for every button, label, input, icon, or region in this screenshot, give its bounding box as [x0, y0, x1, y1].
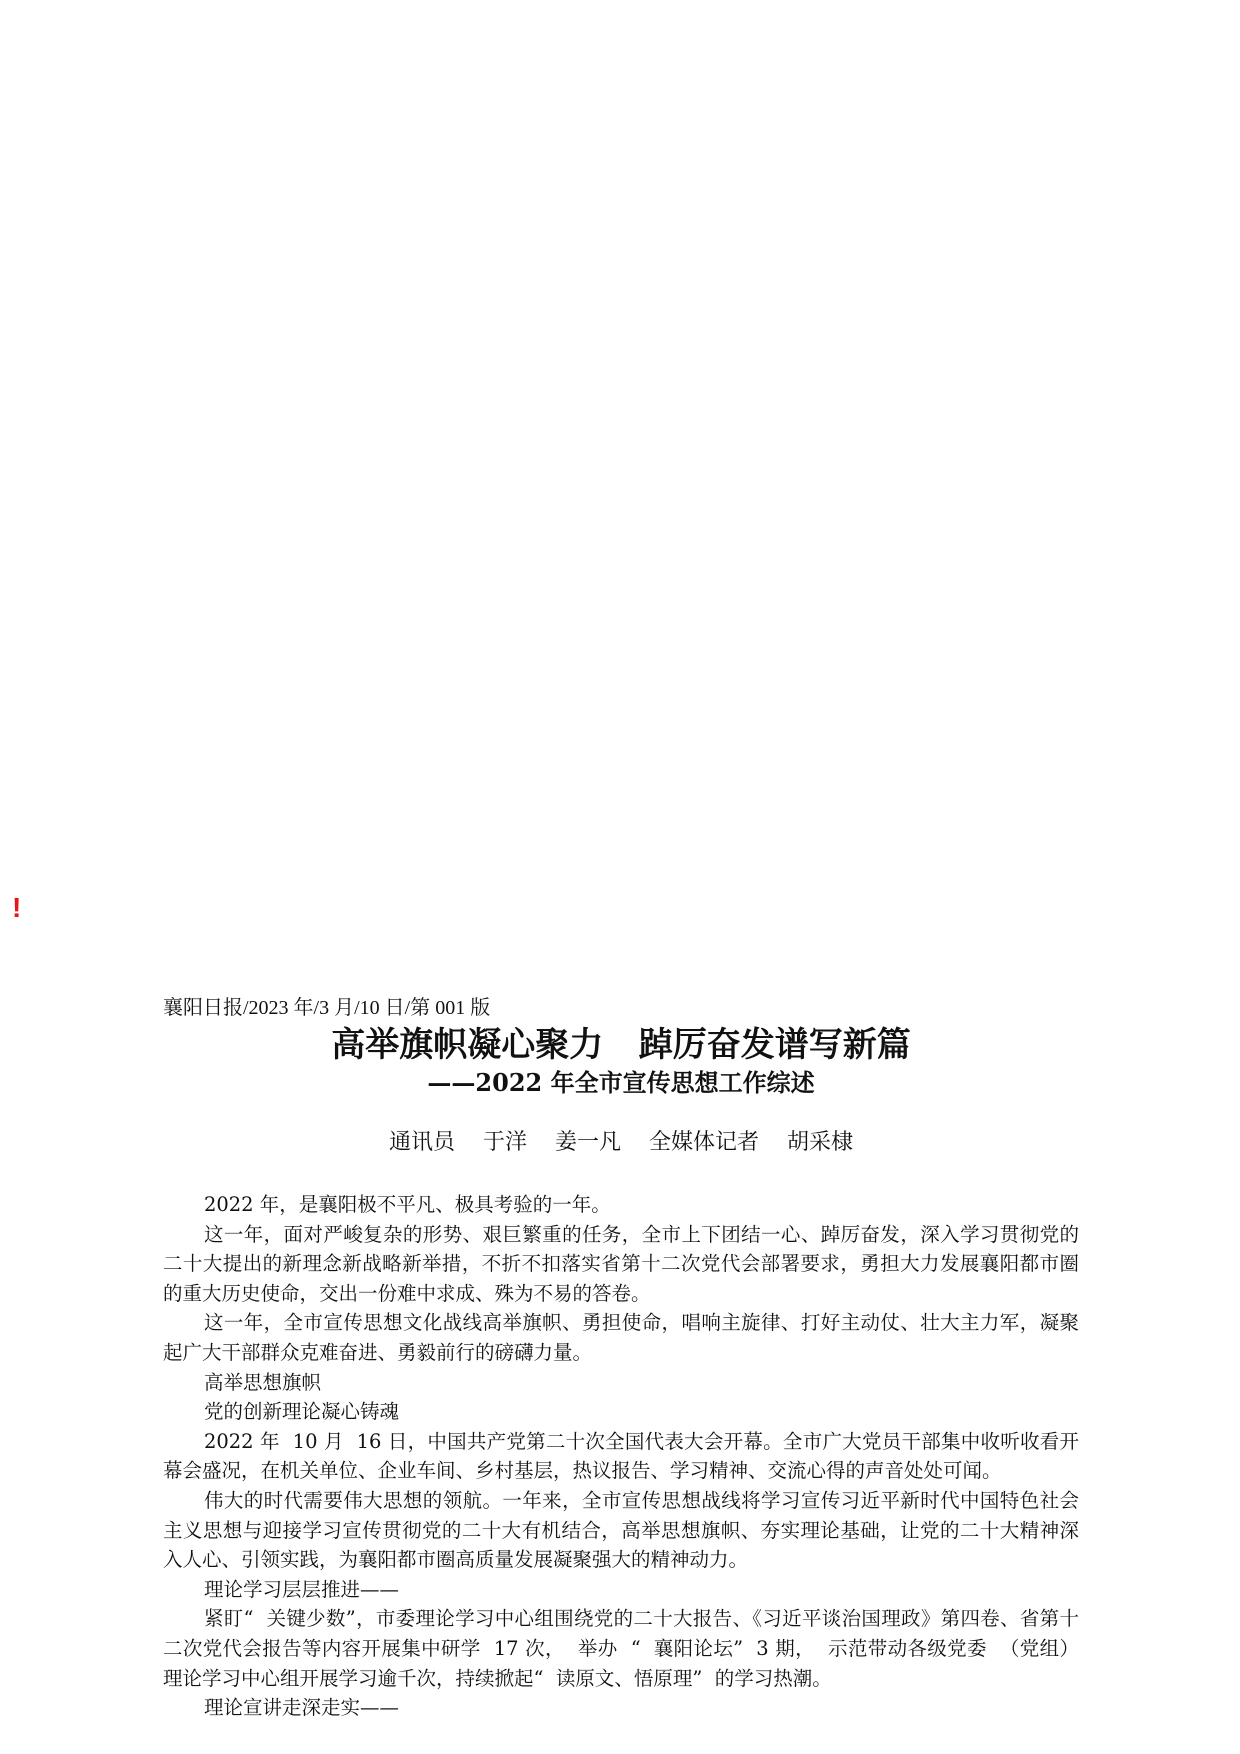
paragraph-lead: 理论宣讲走深走实—— — [203, 1696, 399, 1720]
byline: 通讯员 于洋 姜一凡 全媒体记者 胡采棣 — [389, 1130, 853, 1155]
paragraph: 这一年，面对严峻复杂的形势、艰巨繁重的任务，全市上下团结一心、踔厉奋发，深入学习贯彻党的二十大提出的新理念新战略新举措，不折不扣落实省第十二次党代会部署要求，勇担大力发展襄阳都市圈的重大历史使命，交出一份难中求成、殊为不易的答卷。 — [163, 1222, 1079, 1305]
paragraph: 这一年，全市宣传思想文化战线高举旗帜、勇担使命，唱响主旋律、打好主动仗、壮大主力军，凝聚起广大干部群众克难奋进、勇毅前行的磅礴力量。 — [163, 1311, 1079, 1364]
red-exclamation-mark: ! — [12, 892, 22, 923]
paragraph: 紧盯“ 关键少数”，市委理论学习中心组围绕党的二十大报告、《习近平谈治国理政》第四卷、省第十二次党代会报告等内容开展集中研学 17 次， 举办 “ 襄阳论坛” 3 期， 示范带动各级党委 （党组）理论学习中心组开展学习逾千次，持续掀起“ 读原文、悟原理” 的学习热潮。 — [163, 1607, 1079, 1690]
paragraph-lead: 理论学习层层推进—— — [203, 1577, 399, 1601]
article-subtitle: ——2022 年全市宣传思想工作综述 — [427, 1068, 815, 1097]
paragraph: 2022 年 10 月 16 日，中国共产党第二十次全国代表大会开幕。全市广大党员干部集中收听收看开幕会盛况，在机关单位、企业车间、乡村基层，热议报告、学习精神、交流心得的声音处处可闻。 — [163, 1429, 1079, 1483]
paragraph: 伟大的时代需要伟大思想的领航。一年来，全市宣传思想战线将学习宣传习近平新时代中国特色社会主义思想与迎接学习宣传贯彻党的二十大有机结合，高举思想旗帜、夯实理论基础，让党的二十大精神深入人心、引领实践，为襄阳都市圈高质量发展凝聚强大的精神动力。 — [163, 1488, 1079, 1572]
article-title: 高举旗帜凝心聚力 踔厉奋发谱写新篇 — [331, 1025, 911, 1065]
paragraph: 2022 年，是襄阳极不平凡、极具考验的一年。 — [203, 1193, 611, 1216]
section-heading: 高举思想旗帜 — [203, 1370, 321, 1394]
source-line: 襄阳日报/2023 年/3 月/10 日/第 001 版 — [163, 997, 491, 1019]
article — [163, 994, 1079, 1723]
section-subheading: 党的创新理论凝心铸魂 — [203, 1400, 399, 1424]
article-body — [163, 1190, 1079, 1723]
